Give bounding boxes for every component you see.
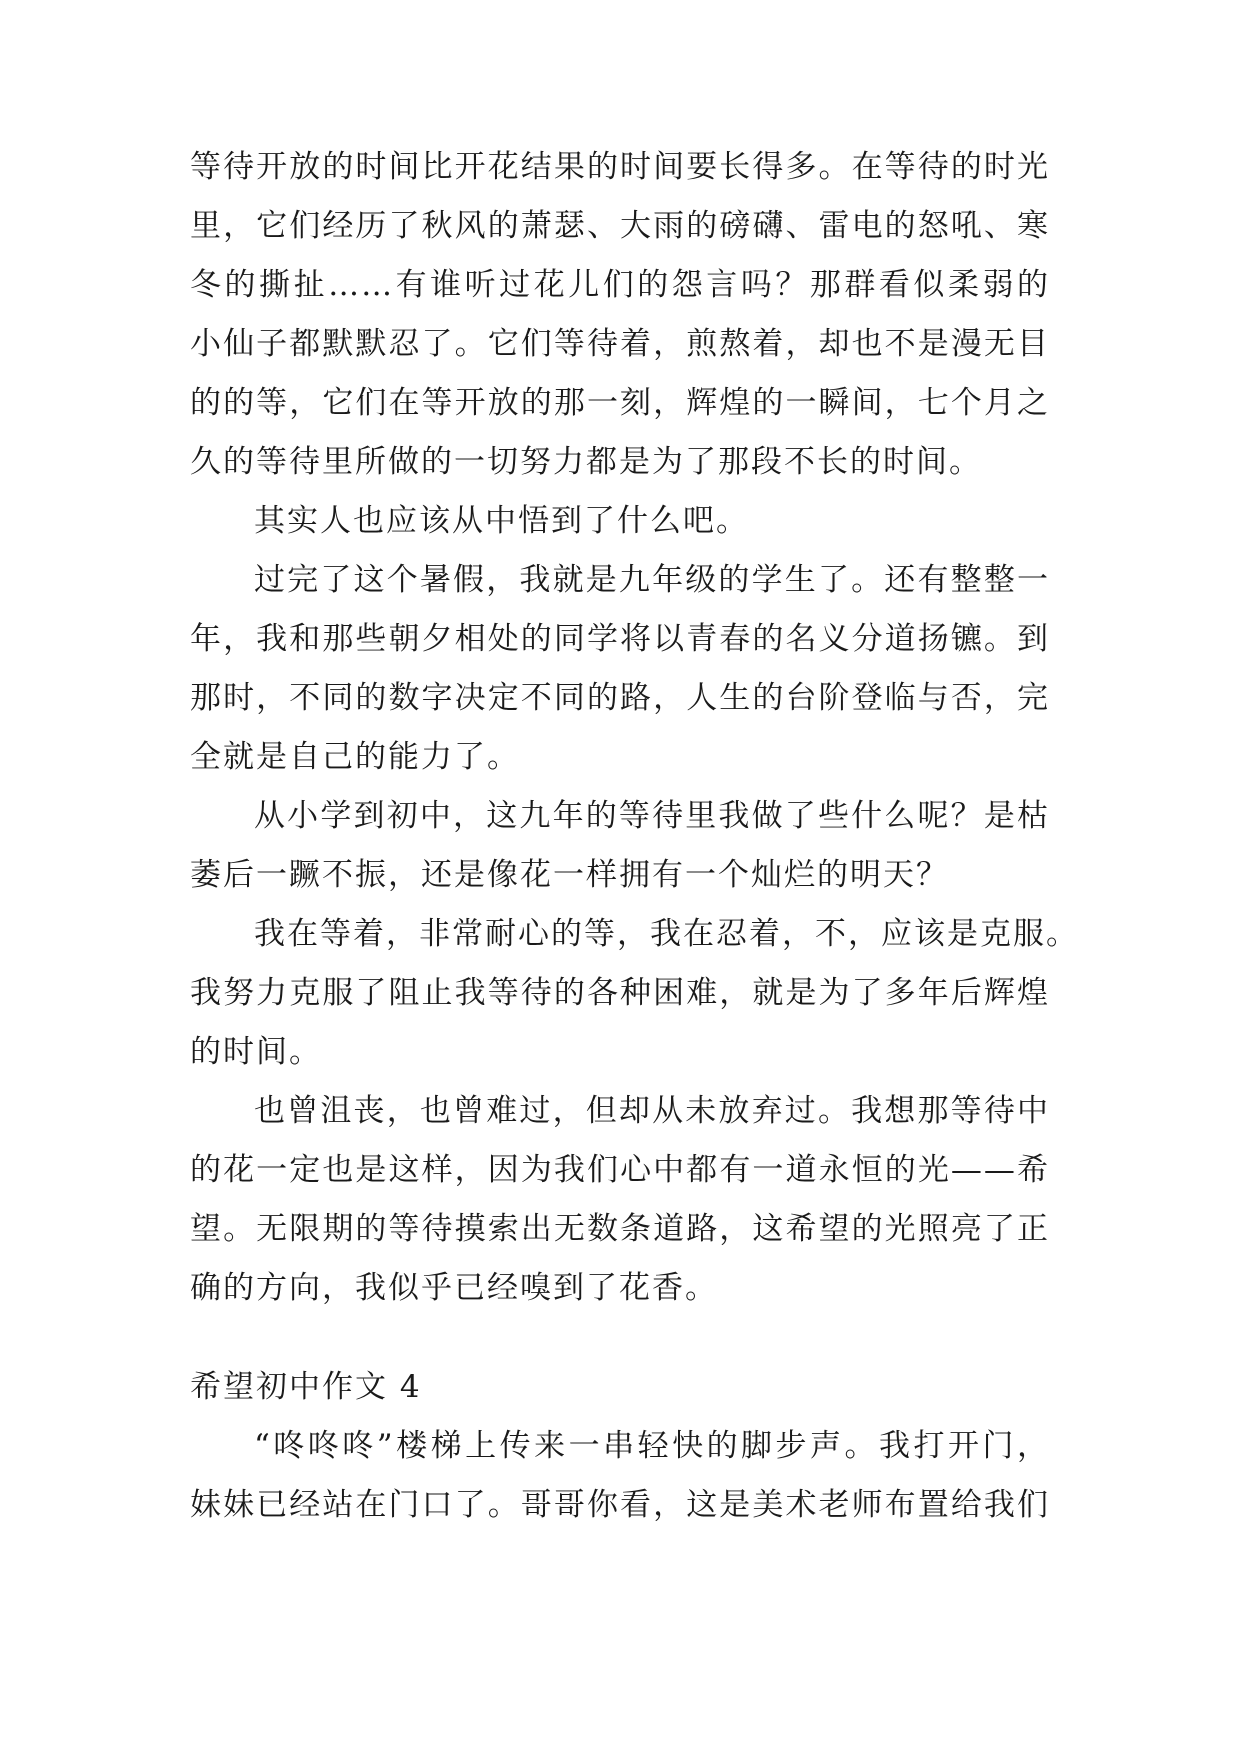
text-line: 从小学到初中，这九年的等待里我做了些什么呢？是枯 xyxy=(254,798,1050,834)
section-title: 希望初中作文 4 xyxy=(190,1369,422,1405)
text-line: 年，我和那些朝夕相处的同学将以青春的名义分道扬镳。到 xyxy=(190,621,1050,657)
text-line: 里，它们经历了秋风的萧瑟、大雨的磅礴、雷电的怒吼、寒 xyxy=(190,208,1050,244)
text-line: 久的等待里所做的一切努力都是为了那段不长的时间。 xyxy=(190,444,982,480)
text-line: 的时间。 xyxy=(190,1034,322,1070)
text-line: “咚咚咚”楼梯上传来一串轻快的脚步声。我打开门， xyxy=(254,1428,1050,1464)
document-body xyxy=(190,138,1079,1535)
text-line: 小仙子都默默忍了。它们等待着，煎熬着，却也不是漫无目 xyxy=(190,326,1050,362)
text-line: 其实人也应该从中悟到了什么吧。 xyxy=(254,503,749,539)
text-line: 的的等，它们在等开放的那一刻，辉煌的一瞬间，七个月之 xyxy=(190,385,1050,421)
text-line: 全就是自己的能力了。 xyxy=(190,739,520,775)
text-line: 等待开放的时间比开花结果的时间要长得多。在等待的时光 xyxy=(190,149,1050,185)
text-line: 过完了这个暑假，我就是九年级的学生了。还有整整一 xyxy=(254,562,1050,598)
text-line: 冬的撕扯……有谁听过花儿们的怨言吗？那群看似柔弱的 xyxy=(190,267,1050,303)
text-line: 我努力克服了阻止我等待的各种困难，就是为了多年后辉煌 xyxy=(190,975,1050,1011)
text-line: 也曾沮丧，也曾难过，但却从未放弃过。我想那等待中 xyxy=(254,1093,1050,1129)
text-line: 确的方向，我似乎已经嗅到了花香。 xyxy=(190,1270,718,1306)
text-line: 妹妹已经站在门口了。哥哥你看，这是美术老师布置给我们 xyxy=(190,1487,1050,1523)
text-line: 那时，不同的数字决定不同的路，人生的台阶登临与否，完 xyxy=(190,680,1050,716)
text-line: 萎后一蹶不振，还是像花一样拥有一个灿烂的明天？ xyxy=(190,857,949,893)
text-line: 我在等着，非常耐心的等，我在忍着，不，应该是克服。 xyxy=(254,916,1079,952)
blank-line xyxy=(190,1318,1050,1358)
text-line: 的花一定也是这样，因为我们心中都有一道永恒的光——希 xyxy=(190,1152,1050,1188)
text-line: 望。无限期的等待摸索出无数条道路，这希望的光照亮了正 xyxy=(190,1211,1050,1247)
